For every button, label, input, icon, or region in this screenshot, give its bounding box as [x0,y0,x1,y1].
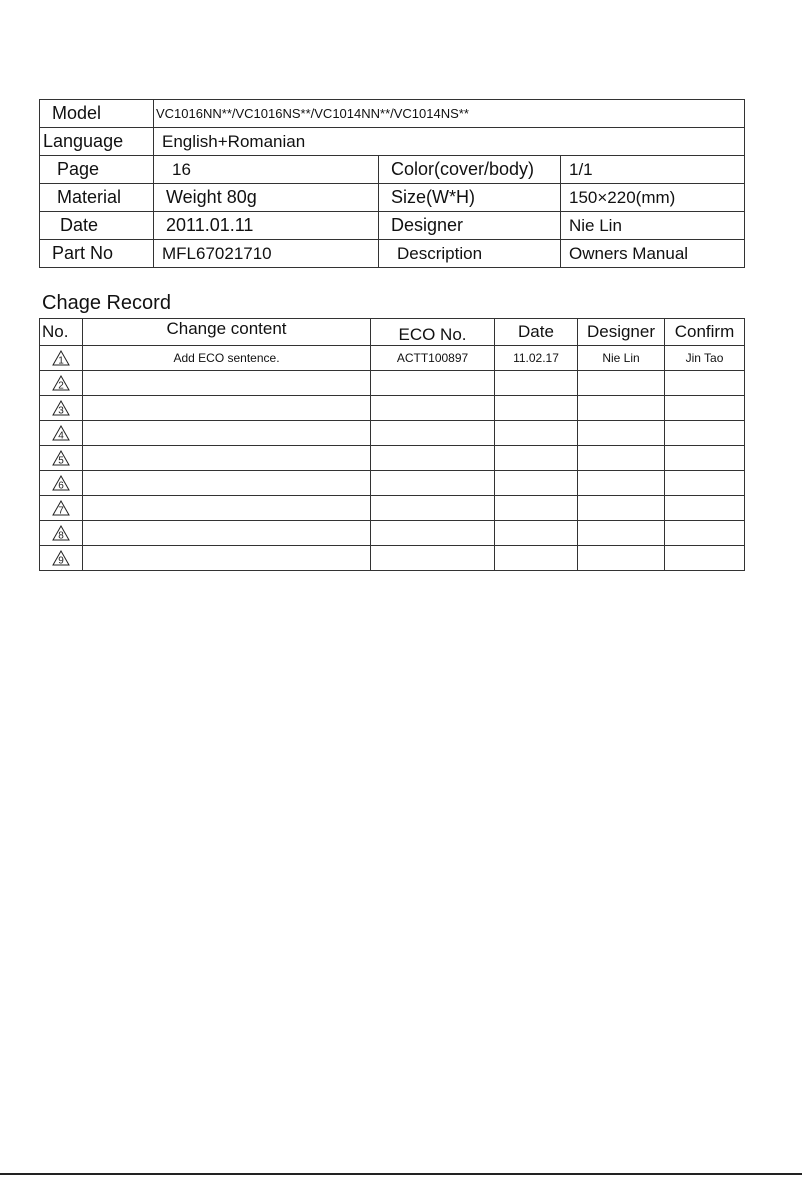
revision-number: 1 [58,355,64,366]
revision-triangle-icon [52,375,70,391]
partno-label: Part No [40,240,154,268]
material-value: Weight 80g [154,184,379,212]
revision-cell [40,446,83,471]
revision-cell [40,521,83,546]
description-value: Owners Manual [561,240,745,268]
designer-cell [578,521,665,546]
change-record-row [40,471,745,496]
revision-number: 5 [58,455,64,466]
designer-cell [578,371,665,396]
confirm-cell [665,496,745,521]
revision-cell [40,546,83,571]
change-record-row [40,546,745,571]
language-value: English+Romanian [154,128,745,156]
eco-no-cell [371,396,495,421]
revision-cell [40,396,83,421]
change-content-cell [83,546,371,571]
revision-number: 6 [58,480,64,491]
confirm-cell [665,521,745,546]
header-confirm: Confirm [665,319,745,346]
material-label: Material [40,184,154,212]
confirm-cell [665,446,745,471]
change-content-cell [83,421,371,446]
designer-label: Designer [379,212,561,240]
revision-triangle-icon [52,425,70,441]
date-cell [495,396,578,421]
date-cell [495,496,578,521]
date-cell [495,371,578,396]
header-date: Date [495,319,578,346]
change-record-header-row [40,319,745,346]
change-content-cell [83,371,371,396]
eco-no-cell [371,446,495,471]
change-content-cell [83,396,371,421]
confirm-cell [665,471,745,496]
spec-table [39,99,745,268]
date-cell [495,421,578,446]
description-label: Description [379,240,561,268]
eco-no-cell [371,521,495,546]
designer-cell [578,546,665,571]
revision-triangle-icon [52,400,70,416]
language-label: Language [40,128,154,156]
revision-number: 8 [58,530,64,541]
size-value: 150×220(mm) [561,184,745,212]
model-value: VC1016NN**/VC1016NS**/VC1014NN**/VC1014NS** [154,100,745,128]
change-record-row [40,421,745,446]
date-cell [495,446,578,471]
change-content-cell [83,471,371,496]
revision-number: 3 [58,405,64,416]
material-row [40,184,745,212]
partno-value: MFL67021710 [154,240,379,268]
footer-rule [0,1173,802,1175]
change-record-row [40,521,745,546]
confirm-cell [665,546,745,571]
designer-cell: Nie Lin [578,346,665,371]
date-row [40,212,745,240]
revision-cell [40,471,83,496]
confirm-cell: Jin Tao [665,346,745,371]
change-record-row [40,496,745,521]
revision-triangle-icon [52,450,70,466]
date-label: Date [40,212,154,240]
date-cell [495,521,578,546]
revision-number: 2 [58,380,64,391]
date-cell: 11.02.17 [495,346,578,371]
designer-cell [578,471,665,496]
change-content-cell [83,521,371,546]
change-content-cell [83,446,371,471]
change-record-row [40,446,745,471]
confirm-cell [665,421,745,446]
model-label: Model [40,100,154,128]
revision-number: 4 [58,430,64,441]
eco-no-cell [371,421,495,446]
eco-no-cell [371,371,495,396]
change-record-row [40,371,745,396]
revision-triangle-icon [52,475,70,491]
color-label: Color(cover/body) [379,156,561,184]
designer-cell [578,496,665,521]
revision-number: 9 [58,555,64,566]
eco-no-cell [371,471,495,496]
page-value: 16 [154,156,379,184]
revision-triangle-icon [52,525,70,541]
revision-cell [40,346,83,371]
change-content-cell [83,496,371,521]
revision-triangle-icon [52,500,70,516]
revision-number: 7 [58,505,64,516]
revision-cell [40,421,83,446]
designer-cell [578,421,665,446]
color-value: 1/1 [561,156,745,184]
change-record-row [40,396,745,421]
partno-row [40,240,745,268]
model-row [40,100,745,128]
header-no: No. [40,319,83,346]
confirm-cell [665,396,745,421]
date-cell [495,471,578,496]
change-record-title: Chage Record [42,292,171,314]
change-record-body [40,346,745,571]
date-value: 2011.01.11 [154,212,379,240]
date-cell [495,546,578,571]
confirm-cell [665,371,745,396]
change-content-cell: Add ECO sentence. [83,346,371,371]
revision-cell [40,371,83,396]
page-label: Page [40,156,154,184]
header-change-content: Change content [83,319,371,346]
size-label: Size(W*H) [379,184,561,212]
header-eco-no: ECO No. [371,319,495,346]
eco-no-cell [371,496,495,521]
change-record-row [40,346,745,371]
designer-cell [578,396,665,421]
revision-triangle-icon [52,550,70,566]
eco-no-cell: ACTT100897 [371,346,495,371]
header-designer: Designer [578,319,665,346]
designer-value: Nie Lin [561,212,745,240]
designer-cell [578,446,665,471]
eco-no-cell [371,546,495,571]
revision-cell [40,496,83,521]
change-record-table [39,318,745,571]
page-row [40,156,745,184]
language-row [40,128,745,156]
revision-triangle-icon [52,350,70,366]
